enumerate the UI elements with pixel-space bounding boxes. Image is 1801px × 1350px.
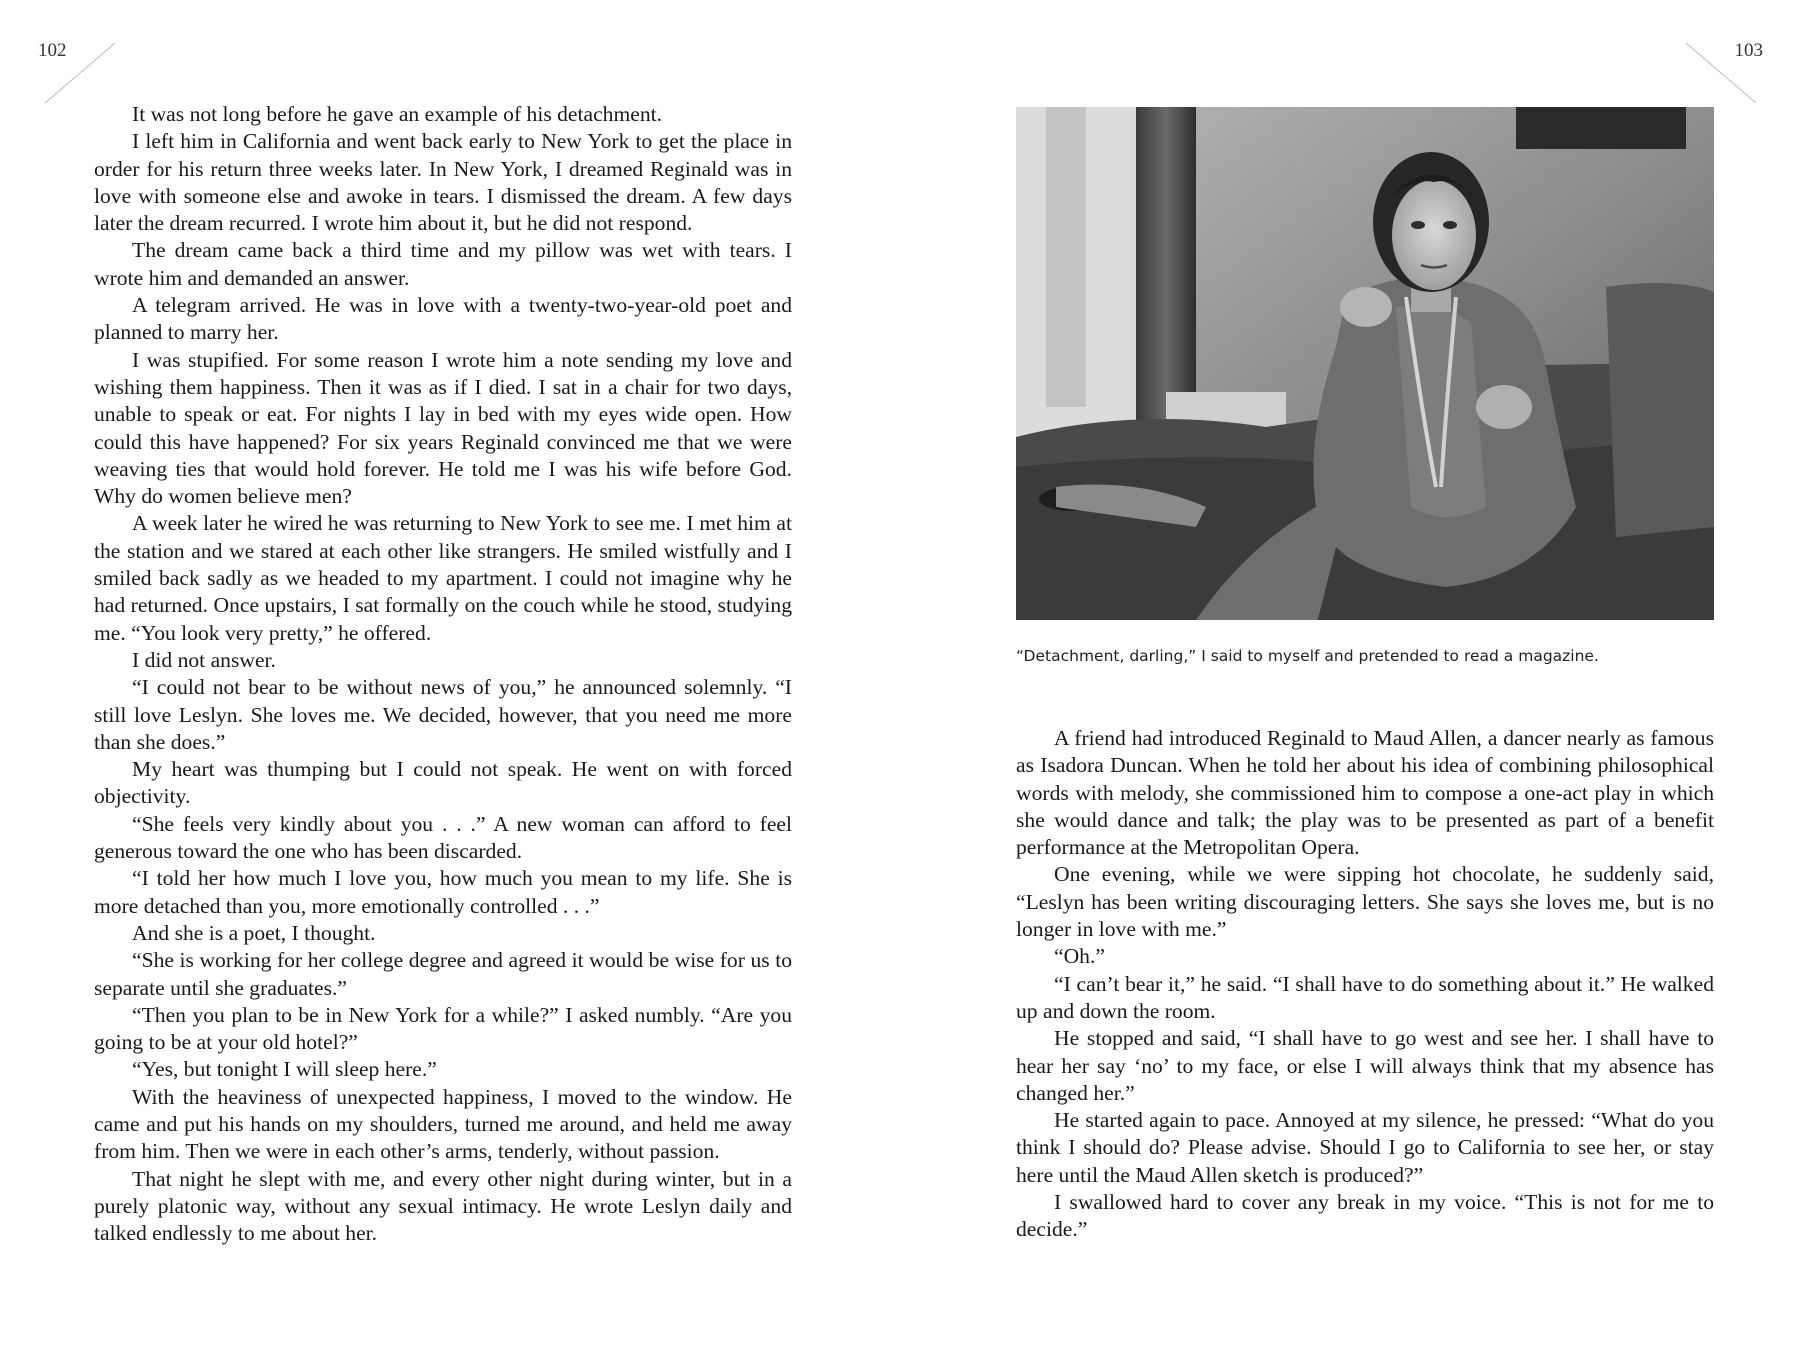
paragraph: He started again to pace. Annoyed at my silence, he pressed: “What do you think I should do? Please advise. Should I go to California to see her, or stay here until the Maud Allen sketch is produced?”: [1016, 1108, 1714, 1187]
paragraph: He stopped and said, “I shall have to go west and see her. I shall have to hear her say ‘no’ to my face, or else I will always think that my absence has changed her.”: [1016, 1026, 1714, 1105]
left-page-text: [94, 101, 792, 1247]
paragraph: “Yes, but tonight I will sleep here.”: [132, 1057, 437, 1082]
portrait-photo-image: [1016, 107, 1714, 620]
paragraph: “She is working for her college degree and agreed it would be wise for us to separate until she graduates.”: [94, 948, 792, 1000]
page-number-right: 103: [1734, 40, 1763, 61]
paragraph: A week later he wired he was returning to New York to see me. I met him at the station and we stared at each other like strangers. He smiled wistfully and I smiled back sadly as we headed to my apartment. I could not imagine why he had returned. Once upstairs, I sat formally on the couch while he stood, studying me. “You look very pretty,” he offered.: [94, 511, 792, 645]
page-number-left: 102: [38, 40, 67, 61]
paragraph: A friend had introduced Reginald to Maud Allen, a dancer nearly as famous as Isadora Duncan. When he told her about his idea of combining philosophical words with melody, she commissioned him to compose a one-act play in which she would dance and talk; the play was to be presented as part of a benefit performance at the Metropolitan Opera.: [1016, 726, 1714, 860]
paragraph: One evening, while we were sipping hot chocolate, he suddenly said, “Leslyn has been writing discouraging letters. She says she loves me, but is no longer in love with me.”: [1016, 862, 1714, 942]
paragraph: I did not answer.: [132, 647, 276, 672]
paragraph: The dream came back a third time and my pillow was wet with tears. I wrote him and demanded an answer.: [94, 238, 792, 290]
paragraph: I was stupified. For some reason I wrote him a note sending my love and wishing them happiness. Then it was as if I died. I sat in a chair for two days, unable to speak or eat. For nights I lay in bed with my eyes wide open. How could this have happened? For six years Reginald convinced me that we were weaving ties that would hold forever. He told me I was his wife before God. Why do women believe men?: [94, 347, 792, 509]
paragraph: “I can’t bear it,” he said. “I shall have to do something about it.” He walked up and down the room.: [1016, 971, 1714, 1023]
paragraph: “I told her how much I love you, how much you mean to my life. She is more detached than you, more emotionally controlled . . .”: [94, 866, 792, 918]
photo-caption: “Detachment, darling,” I said to myself and pretended to read a magazine.: [1016, 647, 1599, 665]
paragraph: A telegram arrived. He was in love with a twenty-two-year-old poet and planned to marry her.: [94, 293, 792, 345]
paragraph: It was not long before he gave an example of his detachment.: [132, 102, 663, 126]
paragraph: And she is a poet, I thought.: [132, 920, 376, 945]
paragraph: With the heaviness of unexpected happiness, I moved to the window. He came and put his hands on my shoulders, turned me around, and held me away from him. Then we were in each other’s arms, tenderly, without passion.: [94, 1084, 792, 1164]
paragraph: I left him in California and went back early to New York to get the place in order for his return three weeks later. In New York, I dreamed Reginald was in love with someone else and awoke in tears. I dismissed the dream. A few days later the dream recurred. I wrote him about it, but he did not respond.: [94, 129, 792, 236]
paragraph: I swallowed hard to cover any break in my voice. “This is not for me to decide.”: [1016, 1190, 1714, 1242]
paragraph: That night he slept with me, and every other night during winter, but in a purely platonic way, without any sexual intimacy. He wrote Leslyn daily and talked endlessly to me about her.: [94, 1166, 792, 1246]
portrait-photo: [1016, 107, 1714, 620]
paragraph: “I could not bear to be without news of you,” he announced solemnly. “I still love Leslyn. She loves me. We decided, however, that you need me more than she does.”: [94, 675, 792, 754]
paragraph: “Oh.”: [1054, 944, 1105, 969]
right-page-text: [1016, 725, 1714, 1244]
paragraph: “She feels very kindly about you . . .” A new woman can afford to feel generous toward the one who has been discarded.: [94, 811, 792, 864]
paragraph: My heart was thumping but I could not speak. He went on with forced objectivity.: [94, 757, 792, 809]
paragraph: “Then you plan to be in New York for a while?” I asked numbly. “Are you going to be at your old hotel?”: [94, 1002, 792, 1055]
